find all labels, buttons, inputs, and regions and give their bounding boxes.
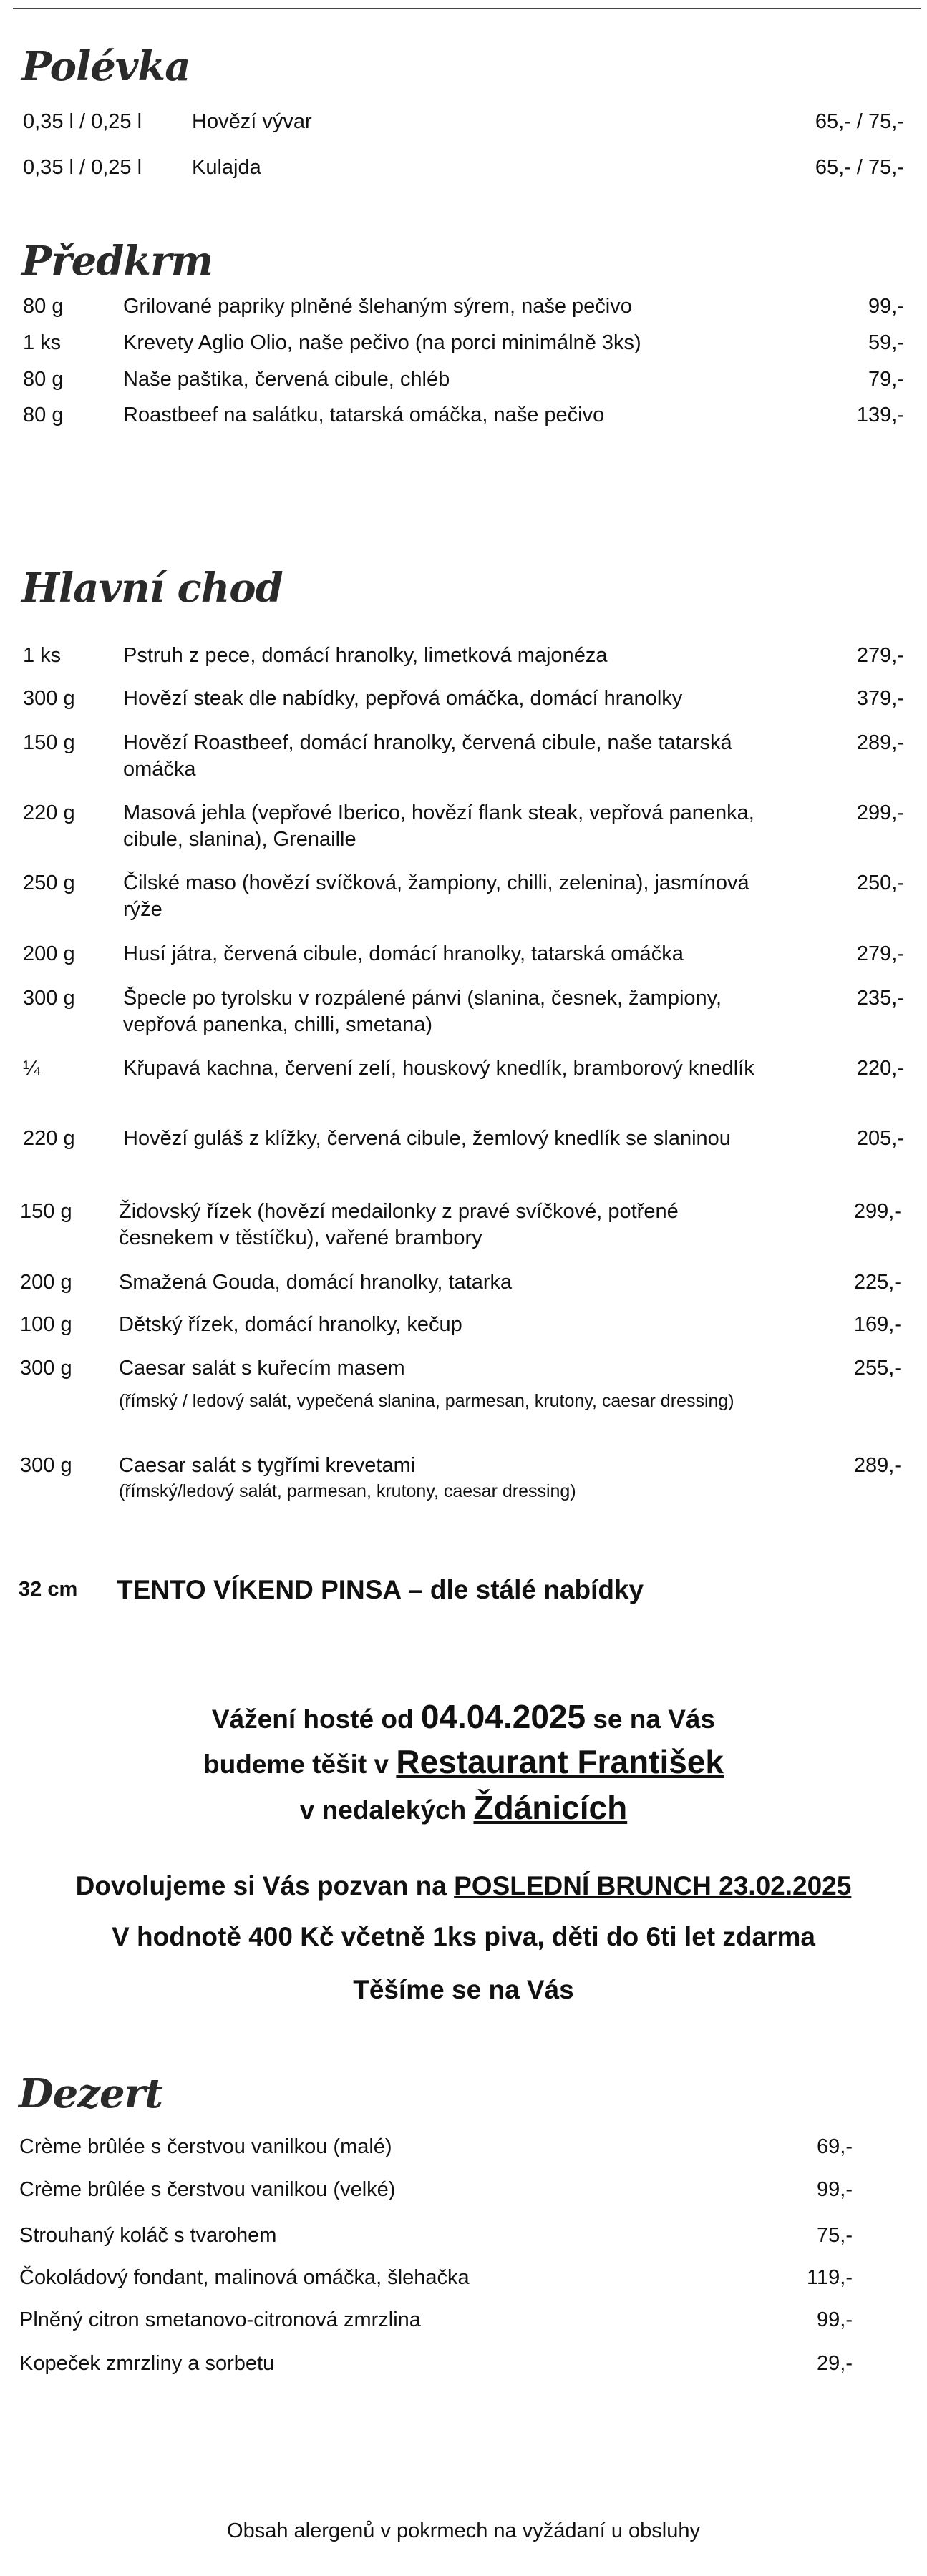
item-price: 99,-: [817, 2308, 853, 2331]
restaurant-link[interactable]: Restaurant František: [396, 1743, 724, 1780]
item-price: 75,-: [817, 2224, 853, 2247]
item-quantity: 150 g: [23, 731, 75, 754]
item-quantity: 150 g: [20, 1200, 72, 1223]
notice-text: se na Vás: [586, 1704, 716, 1734]
top-divider: [13, 8, 921, 9]
item-price: 279,-: [856, 942, 904, 965]
item-quantity: 80 g: [23, 368, 64, 391]
item-price: 79,-: [868, 368, 904, 391]
item-name: Crème brûlée s čerstvou vanilkou (velké): [19, 2178, 396, 2201]
item-price: 279,-: [856, 644, 904, 667]
item-price: 299,-: [853, 1200, 901, 1223]
item-name: Husí játra, červená cibule, domácí hranolky, tatarská omáčka: [123, 942, 684, 965]
item-price: 205,-: [856, 1127, 904, 1150]
item-price: 119,-: [807, 2266, 853, 2289]
item-name: Caesar salát s tygřími krevetami: [119, 1454, 416, 1477]
item-price: 65,- / 75,-: [815, 110, 904, 133]
notice-line-3: [0, 1786, 927, 1832]
item-name: Pstruh z pece, domácí hranolky, limetková majonéza: [123, 644, 608, 667]
town-link[interactable]: Ždánicích: [473, 1789, 628, 1826]
item-name: Masová jehla (vepřové Iberico, hovězí flank steak, vepřová panenka, cibule, slanina), Grenaille: [123, 801, 754, 851]
dessert-section-title: Dezert: [19, 2070, 162, 2117]
item-name: Plněný citron smetanovo-citronová zmrzlina: [19, 2308, 421, 2331]
item-price: 255,-: [853, 1357, 901, 1380]
item-price: 289,-: [856, 731, 904, 754]
item-description: (římský / ledový salát, vypečená slanina, parmesan, krutony, caesar dressing): [119, 1391, 734, 1411]
notice-text: Dovolujeme si Vás pozvan na: [75, 1871, 455, 1901]
item-price: 250,-: [856, 872, 904, 894]
item-price: 379,-: [856, 687, 904, 710]
item-price: 289,-: [853, 1454, 901, 1477]
item-quantity: 1 ks: [23, 644, 62, 667]
item-quantity: 0,35 l / 0,25 l: [23, 156, 142, 179]
item-price: 65,- / 75,-: [815, 156, 904, 179]
item-quantity: 100 g: [20, 1313, 72, 1336]
item-quantity: 220 g: [23, 1127, 75, 1150]
item-name: Grilované papriky plněné šlehaným sýrem, naše pečivo: [123, 295, 632, 318]
notice-line-4: [0, 1868, 927, 1904]
notice-line-1: [0, 1695, 927, 1741]
item-quantity: 200 g: [23, 942, 75, 965]
item-price: 29,-: [817, 2352, 853, 2375]
item-name: Čokoládový fondant, malinová omáčka, šlehačka: [19, 2266, 470, 2289]
item-price: 99,-: [868, 295, 904, 318]
soup-section-title: Polévka: [21, 43, 190, 90]
allergen-note: Obsah alergenů v pokrmech na vyžádaní u obsluhy: [227, 2519, 700, 2542]
item-name: Dětský řízek, domácí hranolky, kečup: [119, 1313, 462, 1336]
item-quantity: 300 g: [23, 687, 75, 710]
item-name: Křupavá kachna, červení zelí, houskový knedlík, bramborový knedlík: [123, 1057, 754, 1080]
item-name: Smažená Gouda, domácí hranolky, tatarka: [119, 1271, 513, 1294]
pinsa-text: TENTO VÍKEND PINSA – dle stálé nabídky: [117, 1575, 644, 1604]
item-price: 299,-: [856, 801, 904, 824]
item-description: (římský/ledový salát, parmesan, krutony, caesar dressing): [119, 1481, 576, 1501]
item-price: 69,-: [817, 2135, 853, 2158]
starter-section-title: Předkrm: [21, 238, 213, 285]
item-price: 235,-: [856, 987, 904, 1010]
notice-text: budeme těšit v: [203, 1750, 397, 1779]
item-price: 59,-: [868, 331, 904, 354]
item-price: 220,-: [856, 1057, 904, 1080]
item-quantity: 80 g: [23, 295, 64, 318]
item-quantity: 80 g: [23, 404, 64, 426]
item-name: Hovězí guláš z klížky, červená cibule, žemlový knedlík se slaninou: [123, 1127, 731, 1150]
item-quantity: 0,35 l / 0,25 l: [23, 110, 142, 133]
notice-text: Vážení hosté od: [211, 1704, 421, 1734]
item-name: Hovězí steak dle nabídky, pepřová omáčka, domácí hranolky: [123, 687, 683, 710]
item-price: 169,-: [853, 1313, 901, 1336]
item-name: Strouhaný koláč s tvarohem: [19, 2224, 277, 2247]
notice-line-6: Těšíme se na Vás: [353, 1975, 574, 2004]
notice-line-2: [0, 1740, 927, 1786]
item-quantity: 220 g: [23, 801, 75, 824]
item-name: Kulajda: [192, 156, 261, 179]
notice-text: v nedalekých: [299, 1795, 474, 1825]
item-name: Roastbeef na salátku, tatarská omáčka, naše pečivo: [123, 404, 605, 426]
item-quantity: 300 g: [20, 1357, 72, 1380]
item-price: 139,-: [856, 404, 904, 426]
item-name-block: [119, 1355, 777, 1413]
item-quantity: ¼: [23, 1057, 41, 1080]
item-quantity: 1 ks: [23, 331, 62, 354]
item-name: Hovězí Roastbeef, domácí hranolky, červená cibule, naše tatarská omáčka: [123, 731, 732, 781]
item-name: Čilské maso (hovězí svíčková, žampiony, chilli, zelenina), jasmínová rýže: [123, 872, 749, 921]
item-name-block: [119, 1453, 777, 1503]
brunch-link[interactable]: POSLEDNÍ BRUNCH 23.02.2025: [454, 1871, 852, 1901]
item-name: Naše paštika, červená cibule, chléb: [123, 368, 450, 391]
item-quantity: 300 g: [20, 1454, 72, 1477]
item-quantity: 300 g: [23, 987, 75, 1010]
item-name: Kopeček zmrzliny a sorbetu: [19, 2352, 275, 2375]
item-price: 99,-: [817, 2178, 853, 2201]
item-name: Špecle po tyrolsku v rozpálené pánvi (slanina, česnek, žampiony, vepřová panenka, chilli, smetana): [123, 987, 722, 1036]
notice-date: 04.04.2025: [420, 1698, 586, 1735]
notice-line-5: V hodnotě 400 Kč včetně 1ks piva, děti do 6ti let zdarma: [112, 1922, 815, 1951]
item-name: Hovězí vývar: [192, 110, 312, 133]
item-name: Krevety Aglio Olio, naše pečivo (na porci minimálně 3ks): [123, 331, 641, 354]
item-price: 225,-: [853, 1271, 901, 1294]
item-quantity: 200 g: [20, 1271, 72, 1294]
item-name: Caesar salát s kuřecím masem: [119, 1357, 405, 1380]
item-name: Židovský řízek (hovězí medailonky z pravé svíčkové, potřené česnekem v těstíčku), vařené brambory: [119, 1200, 679, 1249]
item-quantity: 250 g: [23, 872, 75, 894]
pinsa-size: 32 cm: [19, 1578, 78, 1601]
main-section-title: Hlavní chod: [21, 565, 283, 612]
item-name: Crème brûlée s čerstvou vanilkou (malé): [19, 2135, 392, 2158]
